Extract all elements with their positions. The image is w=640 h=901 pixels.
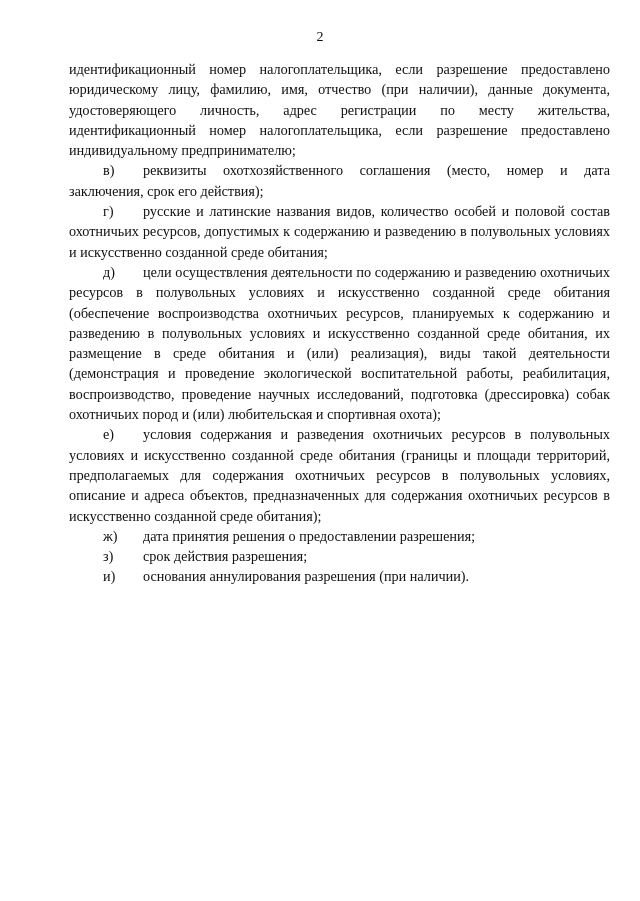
document-body bbox=[69, 60, 610, 588]
list-item-text: цели осуществления деятельности по содержанию и разведению охотничьих ресурсов в полувольных условиях и искусственно созданной среде обитания (обеспечение воспроизводства охотничьих ресурсов, планируемых к содержанию и разведению в полувольных условиях и искусственно созданной среде обитания, их размещение в среде обитания и (или) реализация), виды такой деятельности (демонстрация и проведение экологической воспитательной работы, реабилитация, воспроизводство, проведение научных исследований, подготовка (дрессировка) собак охотничьих пород и (или) любительская и спортивная охота); bbox=[69, 264, 610, 424]
list-item-text: русские и латинские названия видов, количество особей и половой состав охотничьих ресурсов, допустимых к содержанию и разведению в полувольных условиях и искусственно созданной среде обитания; bbox=[69, 204, 610, 261]
list-item-d bbox=[69, 263, 610, 425]
list-marker: е) bbox=[103, 427, 115, 444]
list-item-text: условия содержания и разведения охотничьих ресурсов в полувольных условиях и искусственно созданной среде обитания (границы и площади территорий, предполагаемых для содержания охотничьих ресурсов в полувольных условиях, описание и адреса объектов, предназначенных для содержания охотничьих ресурсов в искусственно созданной среде обитания); bbox=[69, 427, 610, 525]
list-marker: з) bbox=[103, 549, 114, 566]
list-item-text: дата принятия решения о предоставлении разрешения; bbox=[143, 528, 476, 545]
intro-paragraph: идентификационный номер налогоплательщика, если разрешение предоставлено юридическому лицу, фамилию, имя, отчество (при наличии), данные документа, удостоверяющего личность, адрес регистрации по месту жительства, идентификационный номер налогоплательщика, если разрешение предоставлено индивидуальному предпринимателю; bbox=[69, 62, 610, 160]
list-item-e bbox=[69, 425, 610, 526]
list-marker: д) bbox=[103, 264, 115, 281]
list-item-zh bbox=[69, 527, 610, 547]
list-marker: и) bbox=[103, 569, 116, 586]
list-item-text: срок действия разрешения; bbox=[143, 549, 308, 566]
list-marker: г) bbox=[103, 204, 114, 221]
list-marker: ж) bbox=[103, 528, 118, 545]
list-item-z bbox=[69, 547, 610, 567]
list-item-text: реквизиты охотхозяйственного соглашения (место, номер и дата заключения, срок его действия); bbox=[69, 163, 610, 200]
list-item-g bbox=[69, 202, 610, 263]
list-item-v bbox=[69, 161, 610, 202]
list-item-i bbox=[69, 567, 610, 587]
list-marker: в) bbox=[103, 163, 115, 180]
list-item-text: основания аннулирования разрешения (при наличии). bbox=[143, 569, 470, 586]
page-number: 2 bbox=[316, 30, 324, 45]
